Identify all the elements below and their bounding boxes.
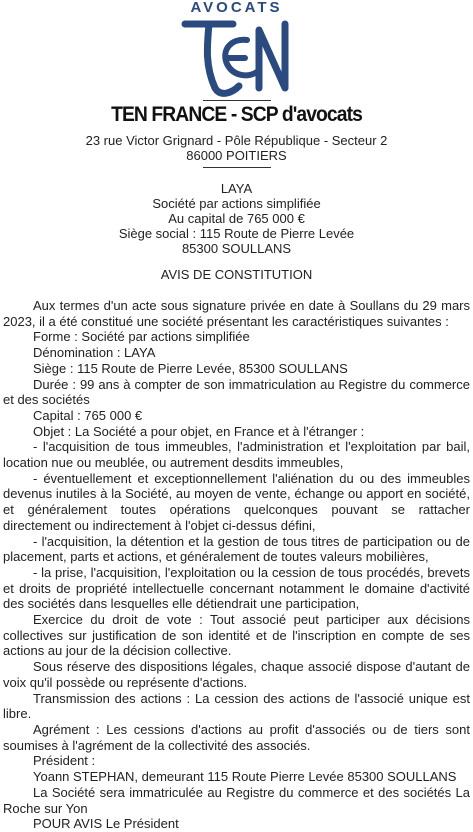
firm-address-line2: 86000 POITIERS xyxy=(186,148,287,163)
paragraph: POUR AVIS Le Président xyxy=(33,816,179,832)
paragraph: - l'acquisition de tous immeubles, l'administration et l'exploitation par bail, location nue ou meublée, ou autrement desdits immeubles, xyxy=(3,439,470,471)
paragraph: Yoann STEPHAN, demeurant 115 Route Pierre Levée 85300 SOULLANS xyxy=(33,769,457,785)
company-capital: Au capital de 765 000 € xyxy=(168,211,305,226)
paragraph: La Société sera immatriculée au Registre du commerce et des sociétés La Roche sur Yon xyxy=(3,784,470,816)
firm-logo xyxy=(0,0,473,102)
paragraph: - éventuellement et exceptionnellement l'aliénation du ou des immeubles devenus inutiles à la Société, au moyen de vente, échange ou apport en société, et généralement toutes opérations quelconques pouvant se rattacher directement ou indirectement à l'objet ci-dessus défini, xyxy=(3,470,470,533)
paragraph: Siège : 115 Route de Pierre Levée, 85300 SOULLANS xyxy=(33,360,348,376)
firm-block xyxy=(0,100,473,168)
paragraph: - l'acquisition, la détention et la gestion de tous titres de participation ou de placement, parts et actions, et généralement de toutes valeurs mobilières, xyxy=(3,533,470,565)
logo-top-word: AVOCATS xyxy=(190,0,283,16)
paragraph: - la prise, l'acquisition, l'exploitation ou la cession de tous procédés, brevets et droits de propriété intellectuelle concernant notamment le domaine d'activité des sociétés dans lesquelles elle détiendrait une participation, xyxy=(3,564,470,612)
firm-name: TEN FRANCE - SCP d'avocats xyxy=(111,103,362,126)
paragraph: Aux termes d'un acte sous signature privée en date à Soullans du 29 mars 2023, il a été constitué une société présentant les caractéristiques suivantes : xyxy=(3,298,470,329)
logo-letters: TEN xyxy=(176,16,179,17)
company-city: 85300 SOULLANS xyxy=(181,241,292,256)
paragraph: Président : xyxy=(33,753,96,769)
paragraph: Capital : 765 000 € xyxy=(33,407,143,423)
company-block xyxy=(0,181,473,256)
firm-address-line1: 23 rue Victor Grignard - Pôle République - Secteur 2 xyxy=(85,133,388,148)
company-name: LAYA xyxy=(220,181,253,196)
firm-rule-bottom xyxy=(203,167,271,168)
paragraph: Sous réserve des dispositions légales, chaque associé dispose d'autant de voix qu'il possède ou représente d'actions. xyxy=(3,659,470,690)
paragraph: Forme : Société par actions simplifiée xyxy=(33,329,250,345)
company-seat: Siège social : 115 Route de Pierre Levée xyxy=(118,226,355,241)
notice-title: AVIS DE CONSTITUTION xyxy=(160,267,313,282)
paragraph: Transmission des actions : La cession des actions de l'associé unique est libre. xyxy=(3,690,470,722)
paragraph: Dénomination : LAYA xyxy=(33,345,156,361)
paragraph: Durée : 99 ans à compter de son immatriculation au Registre du commerce et des sociétés xyxy=(3,376,470,408)
ten-logo-mark xyxy=(177,16,297,102)
paragraph: Objet : La Société a pour objet, en France et à l'étranger : xyxy=(33,423,365,439)
paragraph: Agrément : Les cessions d'actions au profit d'associés ou de tiers sont soumises à l'agrément de la collectivité des associés. xyxy=(3,721,470,753)
company-form: Société par actions simplifiée xyxy=(152,196,321,211)
firm-rule-top xyxy=(203,100,271,101)
paragraph: Exercice du droit de vote : Tout associé peut participer aux décisions collectives sur justification de son identité et de l'inscription en compte de ses actions au jour de la décision collective. xyxy=(3,612,470,659)
notice-body xyxy=(3,298,470,832)
